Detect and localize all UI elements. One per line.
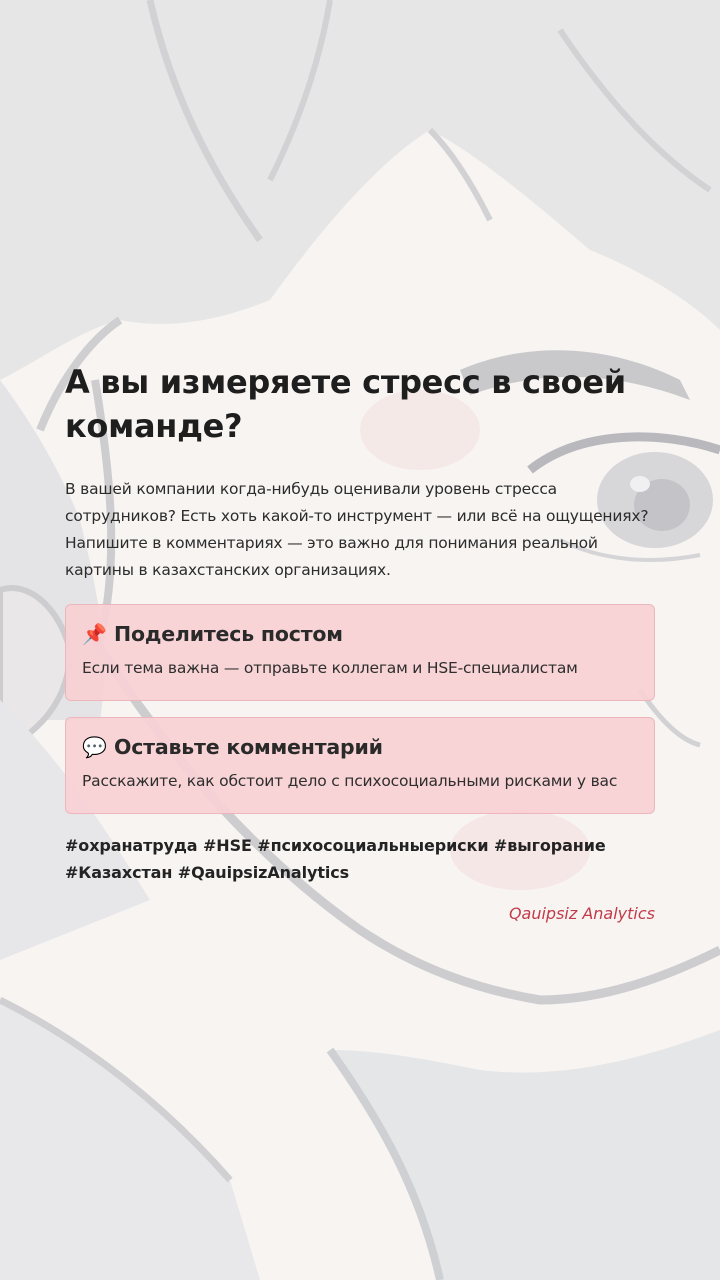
share-card-title: Поделитесь постом <box>114 622 343 646</box>
comment-card-text: Расскажите, как обстоит дело с психосоциальными рисками у вас <box>82 772 618 790</box>
post-intro: В вашей компании когда-нибудь оценивали уровень стресса сотрудников? Есть хоть какой-то инструмент — или всё на ощущениях? Напишите в комментариях — это важно для понимания реальной картины в казахстанских организациях. <box>65 480 649 579</box>
share-card-header <box>82 619 638 649</box>
comment-card-title: Оставьте комментарий <box>114 735 383 759</box>
comment-card-header <box>82 732 638 762</box>
comment-card <box>65 717 655 814</box>
post-title: А вы измеряете стресс в своей команде? <box>65 363 626 445</box>
pushpin-icon: 📌 <box>82 622 107 646</box>
post-content <box>65 360 655 923</box>
shoulder-shape <box>0 1000 260 1280</box>
hair-shape <box>0 0 720 380</box>
share-card-text: Если тема важна — отправьте коллегам и HSE-специалистам <box>82 659 578 677</box>
speech-bubble-icon: 💬 <box>82 735 107 759</box>
brand-signature: Qauipsiz Analytics <box>508 904 655 923</box>
collar-shape <box>330 1030 720 1280</box>
share-card <box>65 604 655 701</box>
hashtags: #охранатруда #HSE #психосоциальныериски #выгорание #Казахстан #QauipsizAnalytics <box>65 836 606 882</box>
